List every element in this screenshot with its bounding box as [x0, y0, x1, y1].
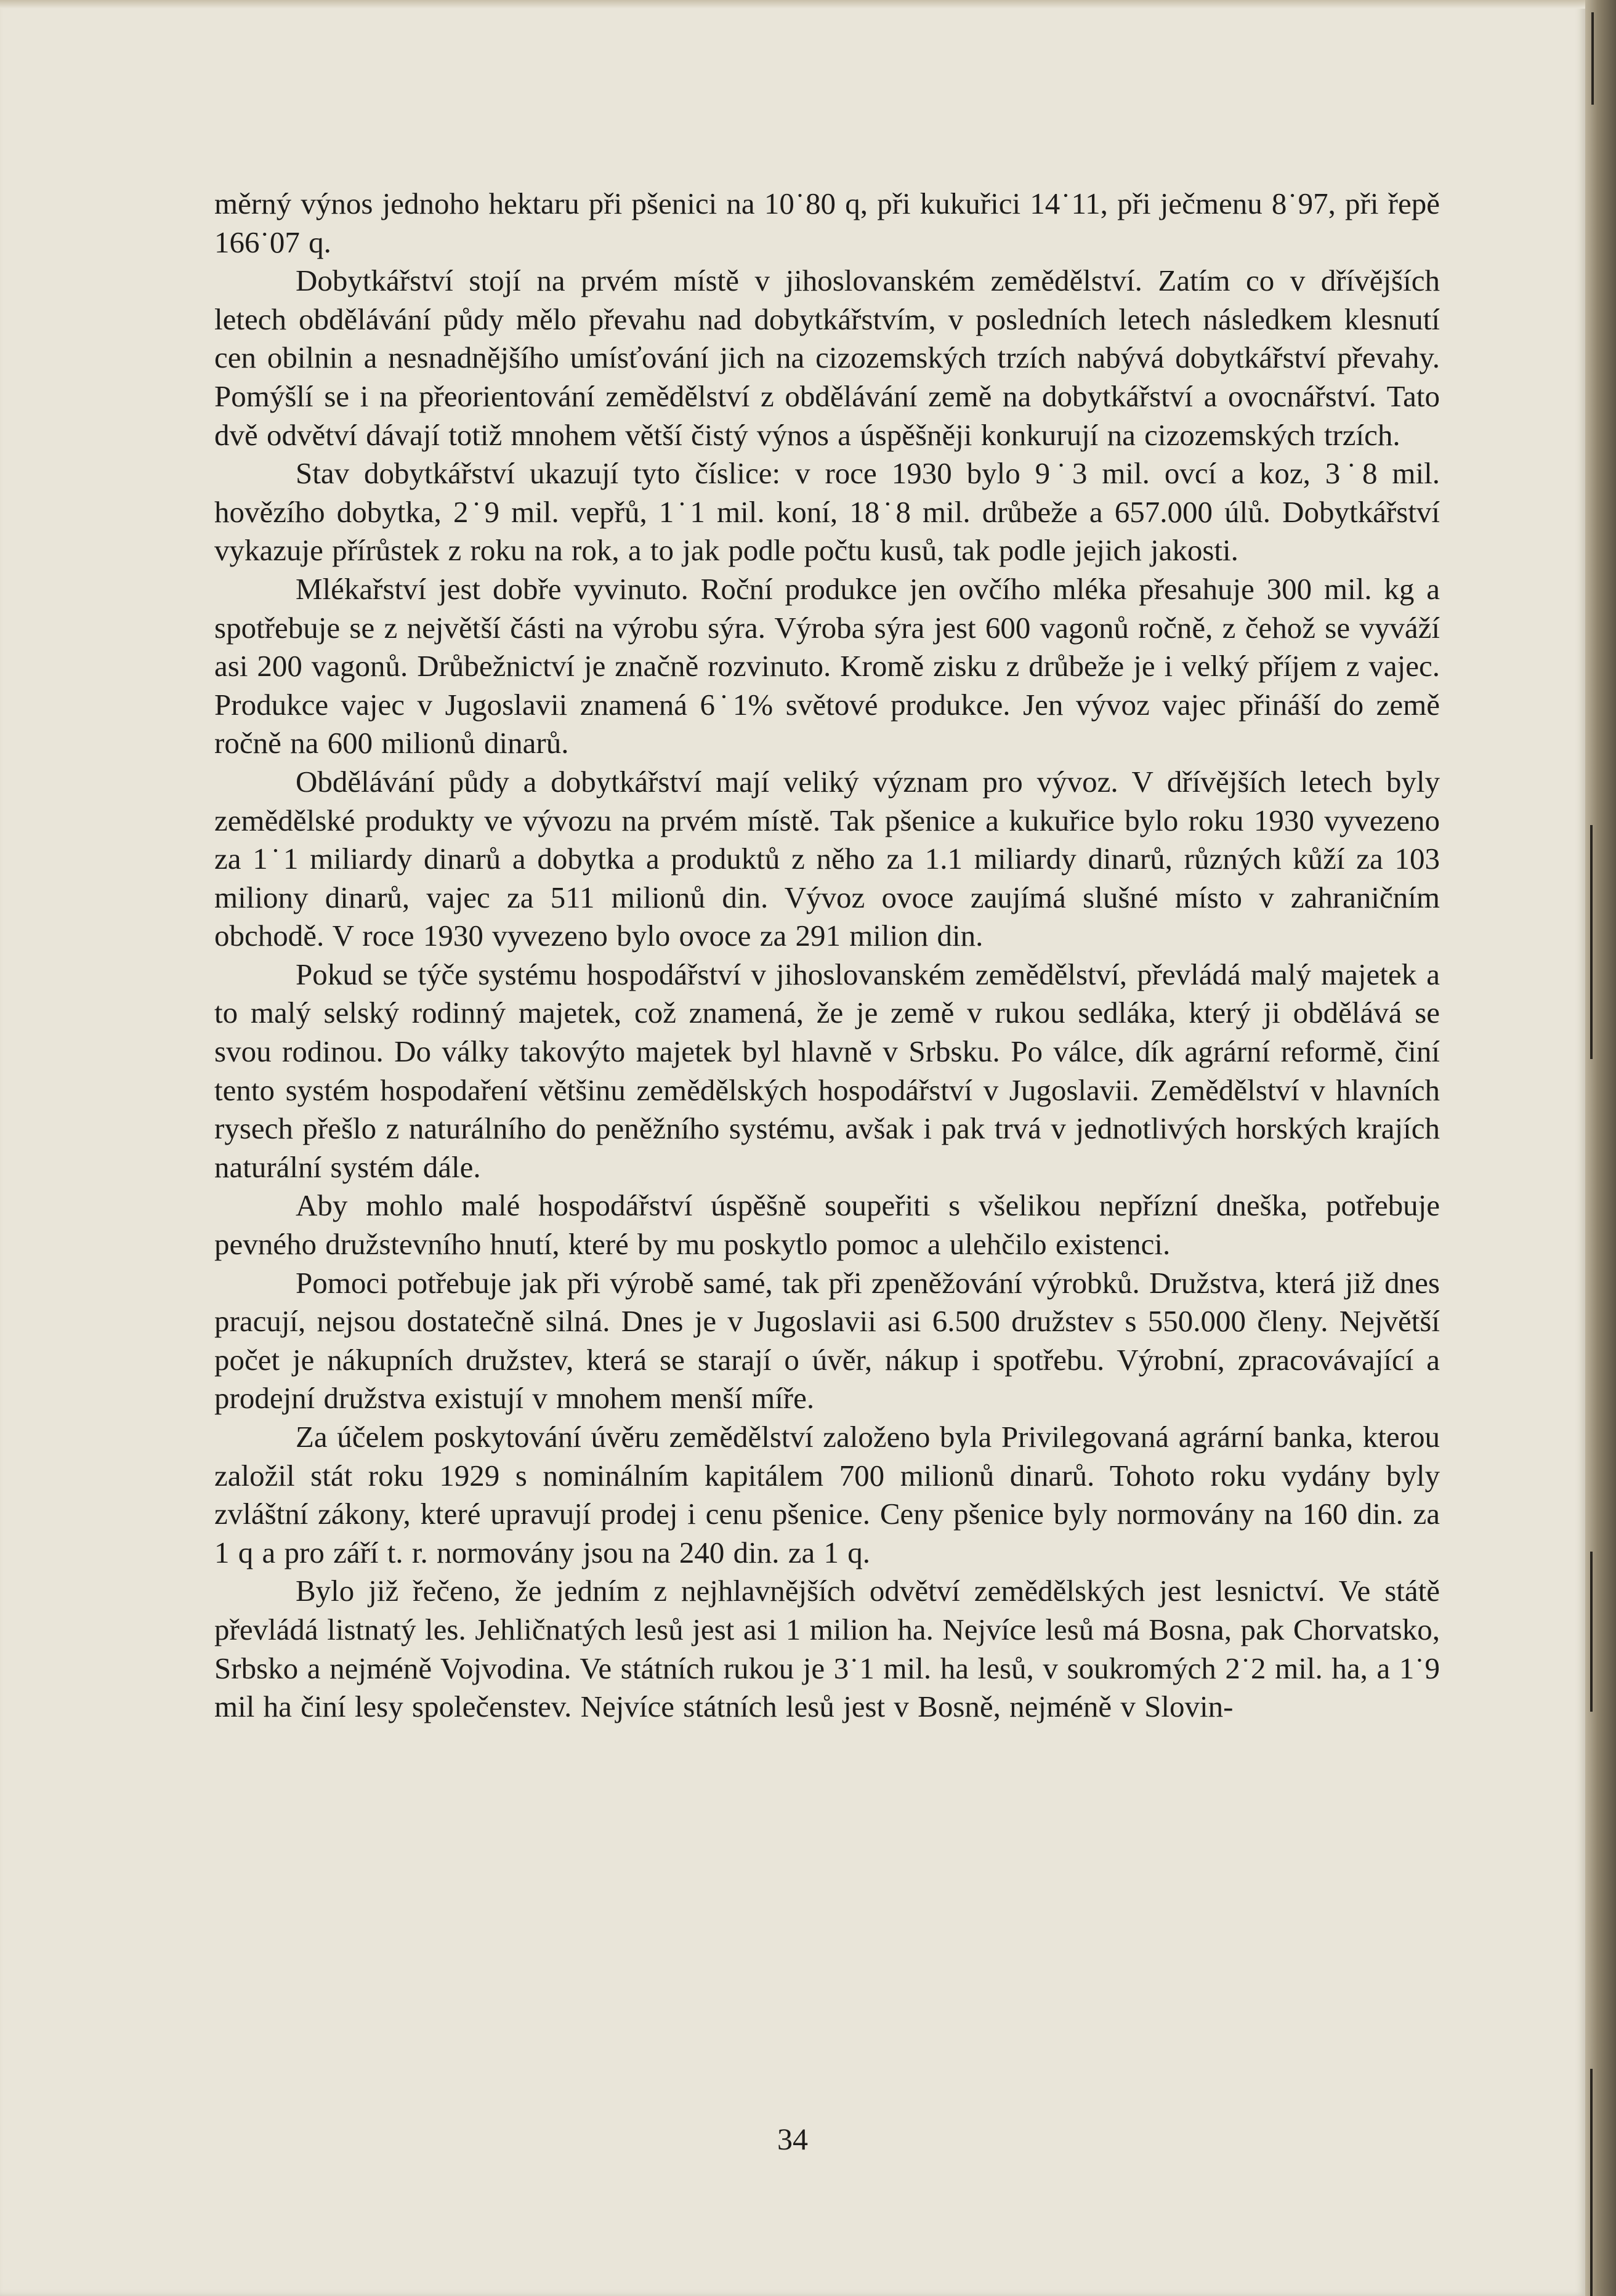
paragraph-6: Pokud se týče systému hospodářství v jihoslovanském zemědělství, převládá malý majetek a to malý selský rodinný majetek, což znamená, že je země v rukou sedláka, který ji obdělává se svou rodinou. Do války takovýto majetek byl hlavně v Srbsku. Po válce, dík agrární reformě, činí tento systém hospodaření většinu zemědělských hospodářství v Jugoslavii. Zemědělství v hlavních rysech přešlo z naturálního do peněžního systému, avšak i pak trvá v jednotlivých horských krajích naturální systém dále.	[214, 957, 1440, 1184]
paragraph-10: Bylo již řečeno, že jedním z nejhlavnějších odvětví zemědělských jest lesnictví. Ve státě převládá listnatý les. Jehličnatých lesů jest asi 1 milion ha. Nejvíce lesů má Bosna, pak Chorvatsko, Srbsko a nejméně Vojvodina. Ve státních rukou je 3˙1 mil. ha lesů, v soukromých 2˙2 mil. ha, a 1˙9 mil ha činí lesy společenstev. Nejvíce státních lesů jest v Bosně, nejméně v Slovin-	[214, 1574, 1440, 1724]
body-text	[214, 185, 1440, 1726]
paragraph-7: Aby mohlo malé hospodářství úspěšně soupeřiti s všelikou nepřízní dneška, potřebuje pevného družstevního hnutí, které by mu poskytlo pomoc a ulehčilo existenci.	[214, 1188, 1440, 1262]
paragraph-9: Za účelem poskytování úvěru zemědělství založeno byla Privilegovaná agrární banka, kterou založil stát roku 1929 s nominálním kapitálem 700 milionů dinarů. Tohoto roku vydány byly zvláštní zákony, které upravují prodej i cenu pšenice. Ceny pšenice byly normovány na 160 din. za 1 q a pro září t. r. normovány jsou na 240 din. za 1 q.	[214, 1420, 1440, 1569]
edge-mark	[1590, 2069, 1593, 2296]
paragraph-1: měrný výnos jednoho hektaru při pšenici na 10˙80 q, při kukuřici 14˙11, při ječmenu 8˙97, při řepě 166˙07 q.	[214, 187, 1440, 259]
edge-mark	[1591, 12, 1594, 105]
edge-mark	[1590, 825, 1593, 1059]
page-top-edge	[0, 0, 1585, 9]
page-binding-edge	[1585, 0, 1616, 2296]
edge-mark	[1590, 1552, 1593, 1712]
paragraph-8: Pomoci potřebuje jak při výrobě samé, tak při zpeněžování výrobků. Družstva, která již dnes pracují, nejsou dostatečně silná. Dnes je v Jugoslavii asi 6.500 družstev s 550.000 členy. Největší počet je nákupních družstev, která se starají o úvěr, nákup i spotřebu. Výrobní, zpracovávající a prodejní družstva existují v mnohem menší míře.	[214, 1265, 1440, 1416]
paragraph-2: Dobytkářství stojí na prvém místě v jihoslovanském zemědělství. Zatím co v dřívějších letech obdělávání půdy mělo převahu nad dobytkářstvím, v posledních letech následkem klesnutí cen obilnin a nesnadnějšího umísťování jich na cizozemských trzích nabývá dobytkářství převahy. Pomýšlí se i na přeorientování zemědělství z obdělávání země na dobytkářství a ovocnářství. Tato dvě odvětví dávají totiž mnohem větší čistý výnos a úspěšněji konkurují na cizozemských trzích.	[214, 264, 1440, 452]
paragraph-3: Stav dobytkářství ukazují tyto číslice: v roce 1930 bylo 9˙3 mil. ovcí a koz, 3˙8 mil. hovězího dobytka, 2˙9 mil. vepřů, 1˙1 mil. koní, 18˙8 mil. drůbeže a 657.000 úlů. Dobytkářství vykazuje přírůstek z roku na rok, a to jak podle počtu kusů, tak podle jejich jakosti.	[214, 456, 1440, 568]
paragraph-5: Obdělávání půdy a dobytkářství mají veliký význam pro vývoz. V dřívějších letech byly zemědělské produkty ve vývozu na prvém místě. Tak pšenice a kukuřice bylo roku 1930 vyvezeno za 1˙1 miliardy dinarů a dobytka a produktů z něho za 1.1 miliardy dinarů, různých kůží za 103 miliony dinarů, vajec za 511 milionů din. Vývoz ovoce zaujímá slušné místo v zahraničním obchodě. V roce 1930 vyvezeno bylo ovoce za 291 milion din.	[214, 764, 1440, 953]
paragraph-4: Mlékařství jest dobře vyvinuto. Roční produkce jen ovčího mléka přesahuje 300 mil. kg a spotřebuje se z největší části na výrobu sýra. Výroba sýra jest 600 vagonů ročně, z čehož se vyváží asi 200 vagonů. Drůbežnictví je značně rozvinuto. Kromě zisku z drůbeže je i velký příjem z vajec. Produkce vajec v Jugoslavii znamená 6˙1% světové produkce. Jen vývoz vajec přináší do země ročně na 600 milionů dinarů.	[214, 571, 1440, 760]
page-number: 34	[777, 2122, 808, 2156]
